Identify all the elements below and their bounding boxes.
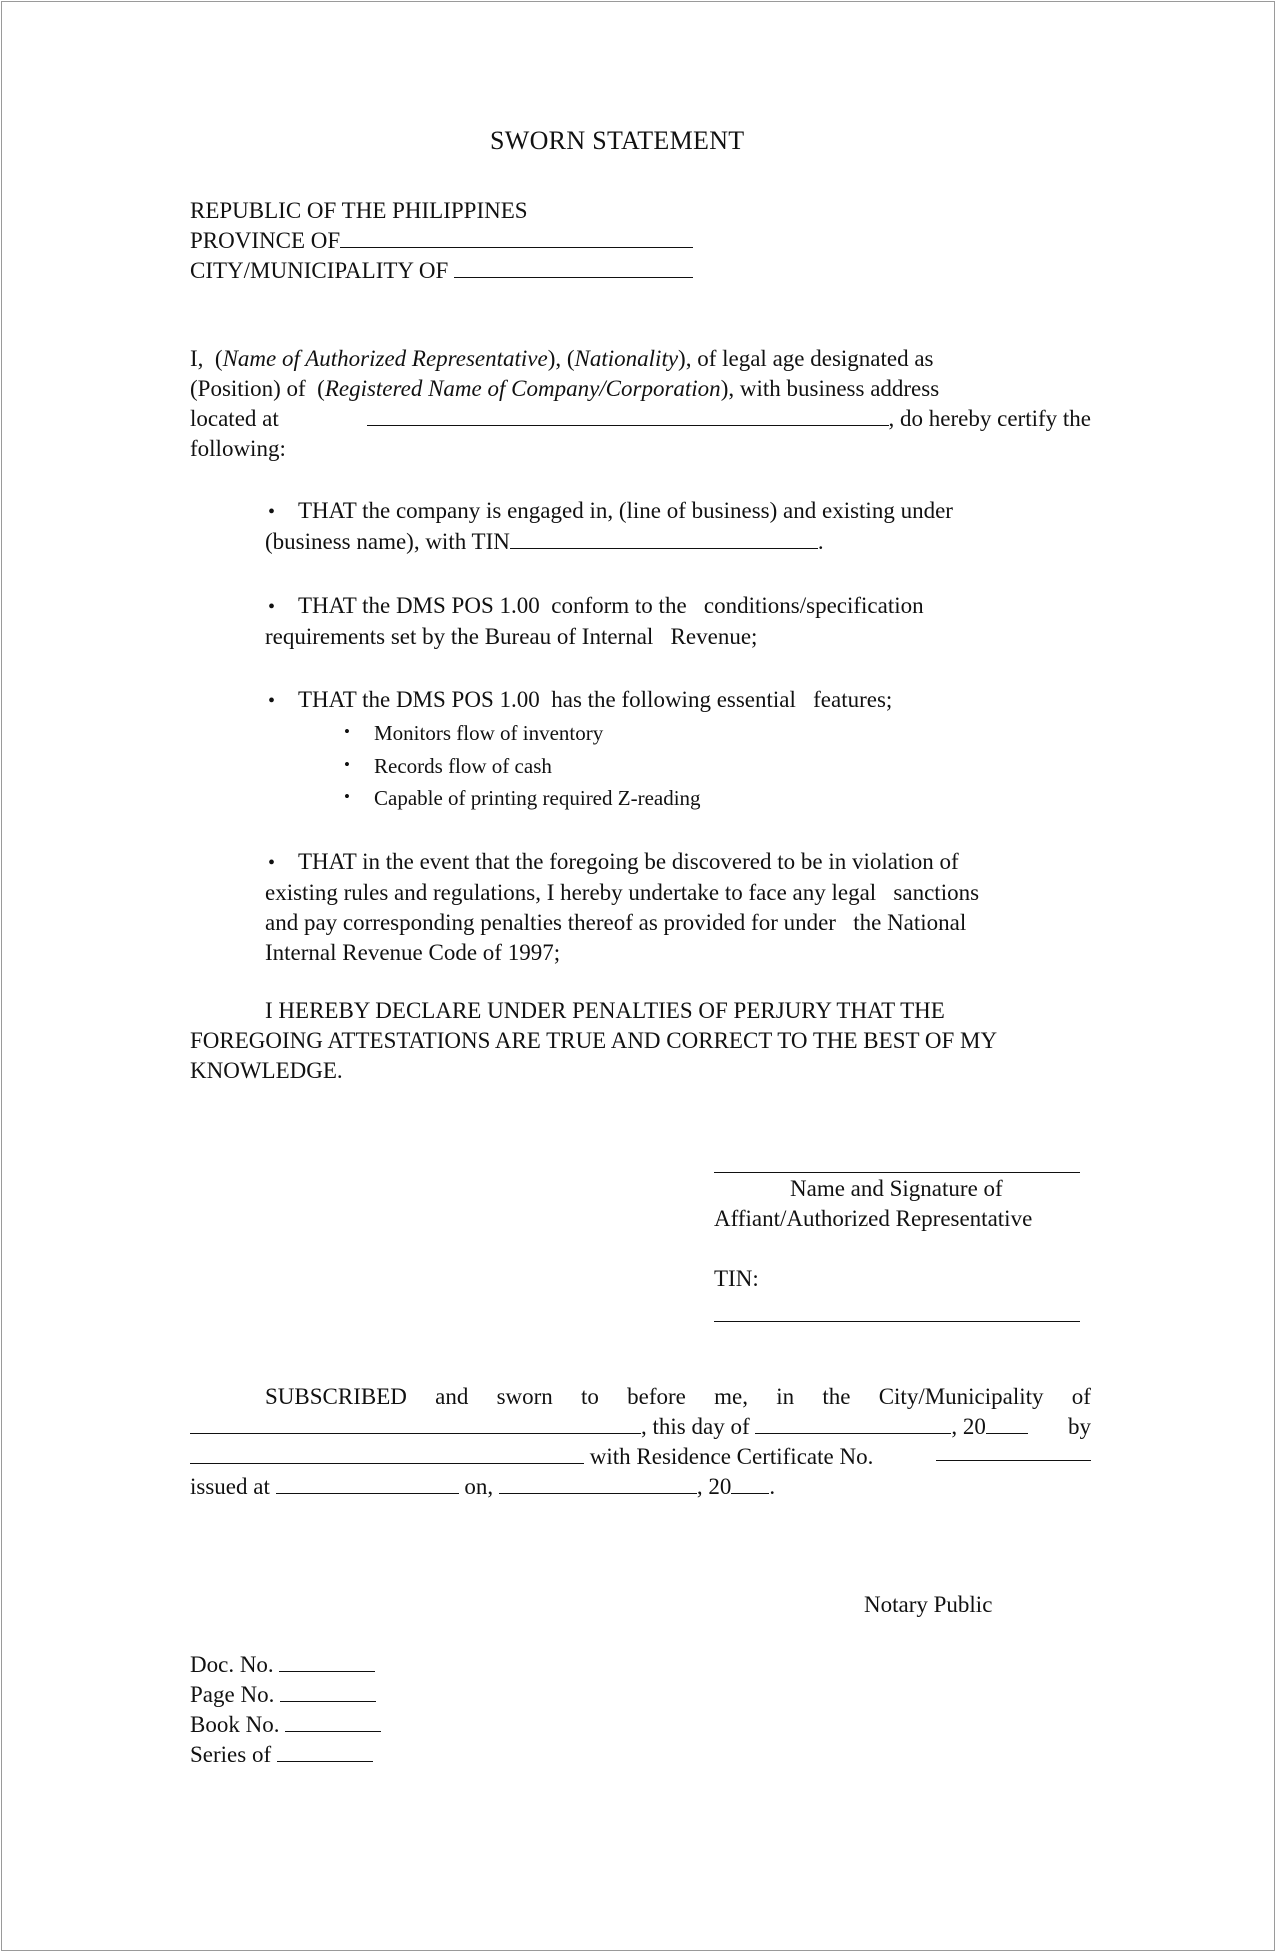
- declaration-line-1: I HEREBY DECLARE UNDER PENALTIES OF PERJURY THAT THE: [265, 998, 945, 1023]
- signature-line[interactable]: [714, 1172, 1080, 1173]
- jurat-day-blank[interactable]: [755, 1415, 951, 1434]
- document-title: SWORN STATEMENT: [490, 126, 745, 155]
- business-address-blank[interactable]: [367, 407, 889, 426]
- signature-tin-line[interactable]: [714, 1321, 1080, 1322]
- jurat-word: to: [581, 1384, 599, 1409]
- jurat-word: of: [1071, 1384, 1091, 1409]
- jurat-word: before: [627, 1384, 686, 1409]
- city-blank[interactable]: [454, 259, 693, 278]
- item-3-line-1: THAT the DMS POS 1.00 has the following essential features;: [298, 687, 893, 712]
- bullet-3: •: [268, 690, 276, 712]
- page-no-blank[interactable]: [280, 1683, 376, 1702]
- issued-at-blank[interactable]: [276, 1475, 459, 1494]
- doc-no-blank[interactable]: [279, 1653, 375, 1672]
- item-4-line-4: Internal Revenue Code of 1997;: [265, 940, 561, 965]
- jurat-word: SUBSCRIBED: [265, 1384, 407, 1409]
- intro-paragraph: [190, 344, 1091, 464]
- jurat-word: sworn: [496, 1384, 553, 1409]
- feature-bullet: •: [344, 787, 350, 806]
- jurat-year-blank[interactable]: [986, 1415, 1028, 1434]
- declaration-line-2: FOREGOING ATTESTATIONS ARE TRUE AND CORRECT TO THE BEST OF MY: [190, 1028, 998, 1053]
- intro-line-3: located at , do hereby certify the: [190, 406, 1091, 431]
- signature-label-1: Name and Signature of: [790, 1176, 1003, 1201]
- feature-item: Monitors flow of inventory: [374, 721, 604, 745]
- jurat-line-3: with Residence Certificate No.: [190, 1442, 1091, 1472]
- feature-item: Records flow of cash: [374, 754, 552, 778]
- item-1-line-1: THAT the company is engaged in, (line of business) and existing under: [298, 498, 953, 523]
- jurat-word: City/Municipality: [878, 1384, 1044, 1409]
- declaration-line-3: KNOWLEDGE.: [190, 1058, 343, 1083]
- item-2-line-1: THAT the DMS POS 1.00 conform to the conditions/specification: [298, 593, 924, 618]
- jurat-word: the: [822, 1384, 851, 1409]
- header-province: PROVINCE OF: [190, 226, 693, 256]
- intro-line-4: following:: [190, 436, 286, 461]
- jurat-line-1: [265, 1382, 1091, 1412]
- jurat-line-4: issued at on, , 20 .: [190, 1474, 776, 1499]
- issued-year-blank[interactable]: [731, 1475, 769, 1494]
- province-blank[interactable]: [340, 229, 693, 248]
- header-city: CITY/MUNICIPALITY OF: [190, 256, 693, 286]
- book-no: Book No.: [190, 1710, 381, 1740]
- jurat-affiant-blank[interactable]: [190, 1445, 584, 1464]
- jurat-words: [265, 1382, 1091, 1412]
- bullet-4: •: [268, 852, 276, 874]
- item-4-line-3: and pay corresponding penalties thereof as provided for under the National: [265, 910, 967, 935]
- intro-line-2: (Position) of (Registered Name of Company/Corporation), with business address: [190, 376, 940, 401]
- bullet-1: •: [268, 501, 276, 523]
- bullet-2: •: [268, 596, 276, 618]
- residence-cert-blank[interactable]: [936, 1442, 1091, 1461]
- header-republic: REPUBLIC OF THE PHILIPPINES: [190, 198, 528, 223]
- intro-line-1: I, (Name of Authorized Representative), (Nationality), of legal age designated as: [190, 346, 934, 371]
- jurat-line-2: , this day of , 20 by: [190, 1412, 1091, 1442]
- item-4-line-2: existing rules and regulations, I hereby undertake to face any legal sanctions: [265, 880, 980, 905]
- feature-bullet: •: [344, 755, 350, 774]
- item-1-line-2: (business name), with TIN .: [265, 529, 824, 554]
- book-no-blank[interactable]: [285, 1713, 381, 1732]
- item-2-line-2: requirements set by the Bureau of Internal Revenue;: [265, 624, 758, 649]
- feature-bullet: •: [344, 722, 350, 741]
- item-4-line-1: THAT in the event that the foregoing be discovered to be in violation of: [298, 849, 959, 874]
- jurat-city-blank[interactable]: [190, 1415, 641, 1434]
- jurat-word: in: [776, 1384, 795, 1409]
- signature-label-2: Affiant/Authorized Representative: [714, 1206, 1033, 1231]
- feature-item: Capable of printing required Z-reading: [374, 786, 701, 810]
- page-no: Page No.: [190, 1680, 376, 1710]
- notary-public-label: Notary Public: [864, 1592, 993, 1617]
- doc-no: Doc. No.: [190, 1650, 375, 1680]
- jurat-word: me,: [714, 1384, 748, 1409]
- series-of: Series of: [190, 1740, 373, 1770]
- tin-blank[interactable]: [510, 530, 818, 549]
- signature-tin-label: TIN:: [714, 1266, 759, 1291]
- series-blank[interactable]: [277, 1743, 373, 1762]
- issued-on-blank[interactable]: [499, 1475, 697, 1494]
- jurat-word: and: [435, 1384, 469, 1409]
